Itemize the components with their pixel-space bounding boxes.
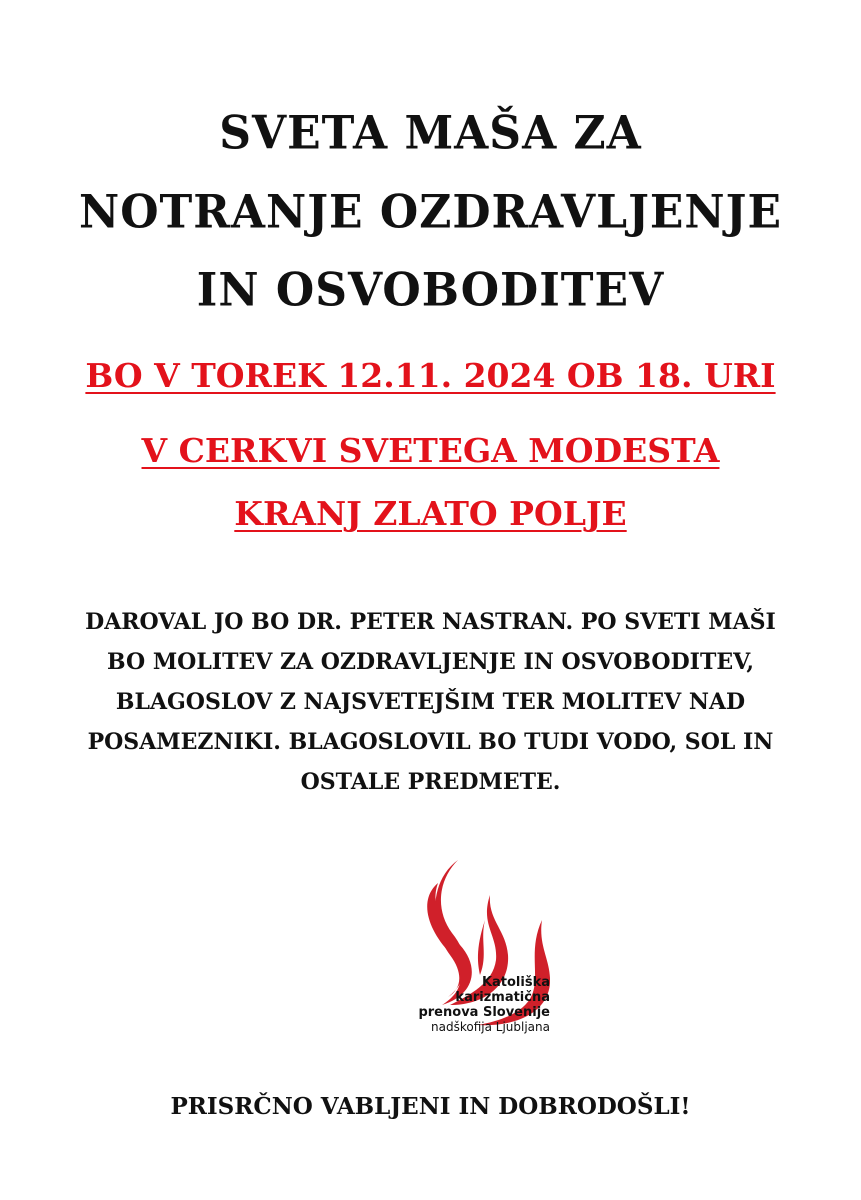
description-line-1: DAROVAL JO BO DR. PETER NASTRAN. PO SVETI MAŠI xyxy=(85,609,776,635)
event-location-2-text: KRANJ ZLATO POLJE xyxy=(234,494,627,533)
event-location-1 xyxy=(0,431,861,470)
event-location-2 xyxy=(0,494,861,533)
event-datetime-text: BO V TOREK 12.11. 2024 OB 18. URI xyxy=(85,356,776,395)
logo-text-2: karizmatična xyxy=(455,990,550,1005)
logo-text-1: Katoliška xyxy=(481,975,550,990)
description-line-3: BLAGOSLOV Z NAJSVETEJŠIM TER MOLITEV NAD xyxy=(115,689,746,715)
logo-text-3: prenova Slovenije xyxy=(418,1005,550,1020)
title-line-1: SVETA MAŠA ZA xyxy=(219,106,642,161)
footer-invitation: PRISRČNO VABLJENI IN DOBRODOŠLI! xyxy=(170,1093,691,1120)
logo-text-4: nadškofija Ljubljana xyxy=(431,1020,550,1034)
description-line-2: BO MOLITEV ZA OZDRAVLJENJE IN OSVOBODITEV, xyxy=(107,649,754,675)
title-line-2: NOTRANJE OZDRAVLJENJE xyxy=(79,185,782,240)
event-datetime xyxy=(0,356,861,395)
description-line-5: OSTALE PREDMETE. xyxy=(300,769,561,795)
organization-logo xyxy=(310,855,550,1040)
description-line-4: POSAMEZNIKI. BLAGOSLOVIL BO TUDI VODO, SOL IN xyxy=(87,729,774,755)
event-location-1-text: V CERKVI SVETEGA MODESTA xyxy=(141,431,720,470)
title-line-3: IN OSVOBODITEV xyxy=(196,263,665,318)
